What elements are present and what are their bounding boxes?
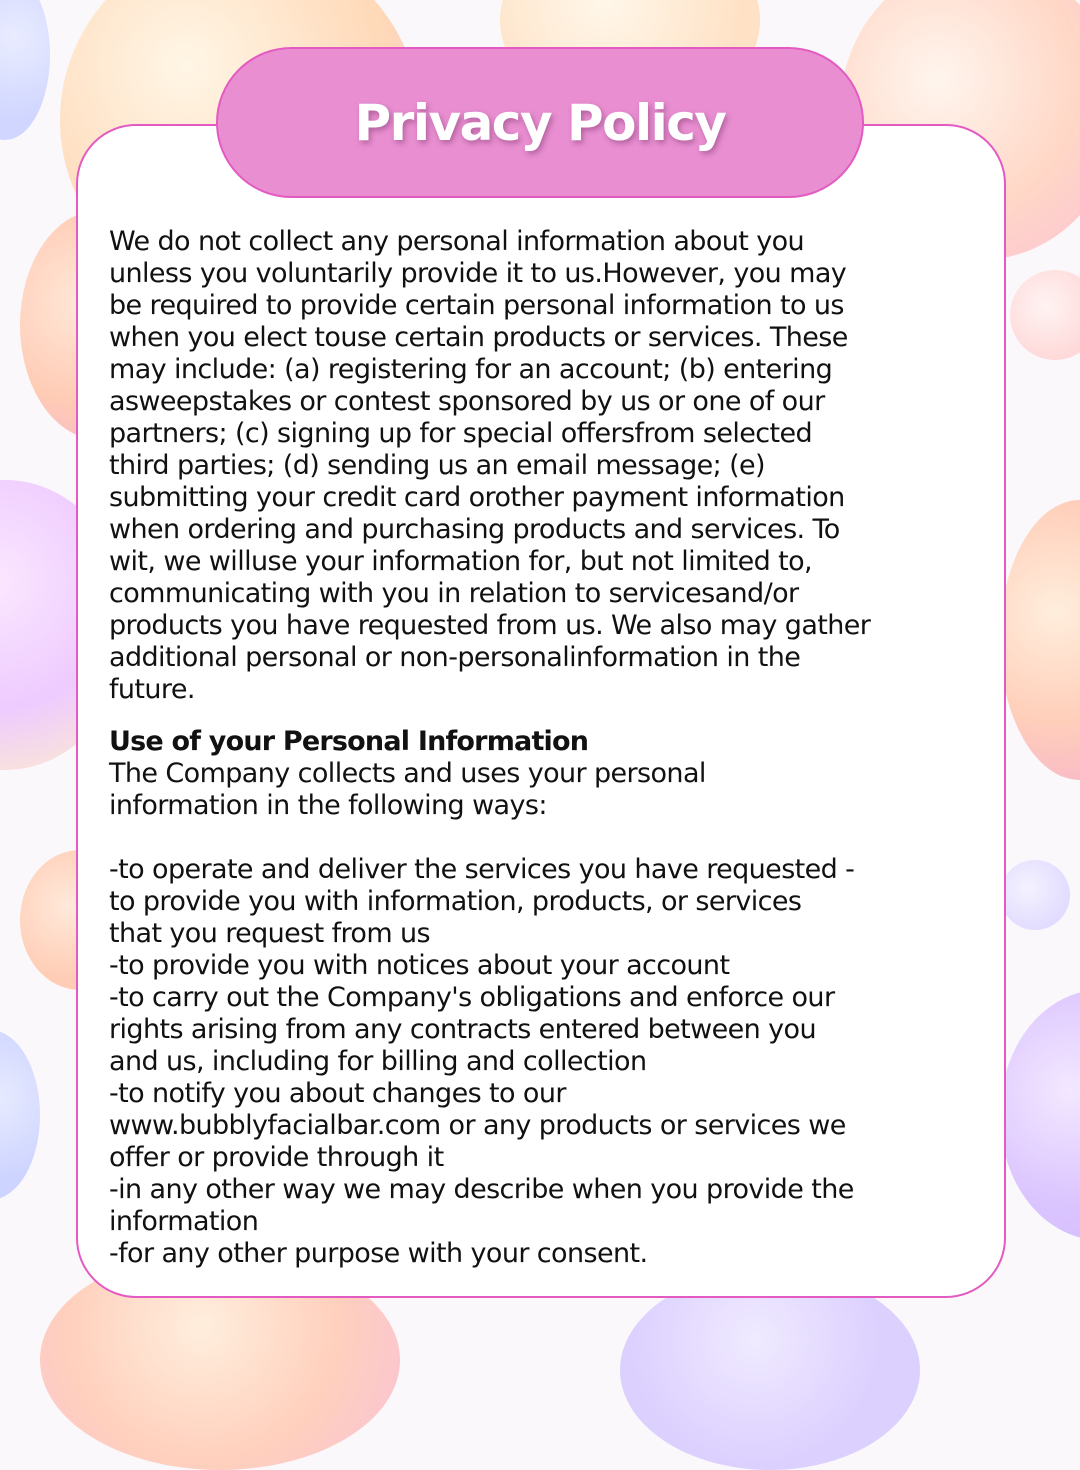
background-bubble [1000,990,1080,1240]
background-bubble [620,1270,920,1470]
background-bubble [0,0,50,140]
list-item: -to notify you about changes to our www.bubblyfacialbar.com or any products or services we offer or provide through it [109,1078,846,1173]
policy-content [109,226,1004,1270]
background-bubble [1010,270,1080,360]
background-bubble [0,1030,40,1200]
list-item: -to provide you with notices about your account [109,950,730,981]
title-banner [216,47,864,198]
section-intro: The Company collects and uses your personal information in the following ways: [109,758,706,821]
list-item: -for any other purpose with your consent. [109,1238,648,1269]
background-bubble [1000,500,1080,780]
list-item: -in any other way we may describe when you provide the information [109,1174,854,1237]
spacer [109,822,1004,854]
background-bubble [1000,860,1070,930]
intro-paragraph: We do not collect any personal information about you unless you voluntarily provide it to us.However, you may be required to provide certain personal information to us when you elect touse certain products or services. These may include: (a) registering for an account; (b) entering asweepstakes or contest sponsored by us or one of our partners; (c) signing up for special offersfrom selected third parties; (d) sending us an email message; (e) submitting your credit card orother payment information when ordering and purchasing products and services. To wit, we willuse your information for, but not limited to, communicating with you in relation to servicesand/or products you have requested from us. We also may gather additional personal or non-personalinformation in the future. [109,226,871,705]
list-item: -to carry out the Company's obligations and enforce our rights arising from any contracts entered between you and us, including for billing and collection [109,982,835,1077]
list-item: -to operate and deliver the services you have requested - to provide you with information, products, or services that you request from us [109,854,855,949]
section-heading: Use of your Personal Information [109,726,589,757]
page-title: Privacy Policy [354,93,726,152]
